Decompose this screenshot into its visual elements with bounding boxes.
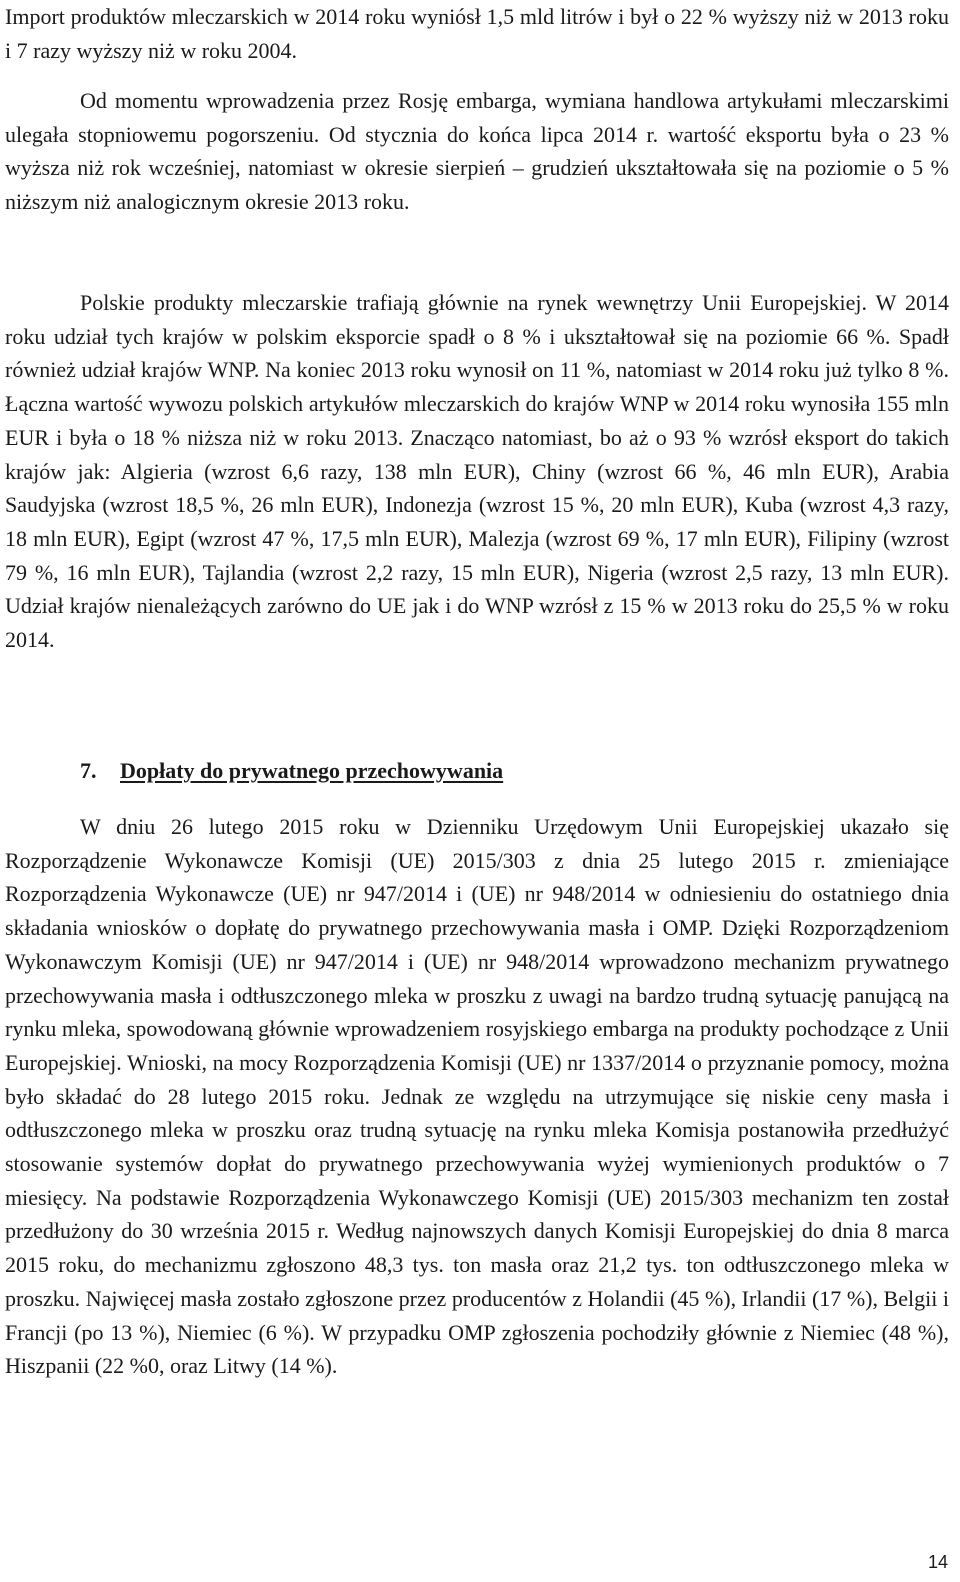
section-title: Dopłaty do prywatnego przechowywania — [120, 758, 504, 783]
paragraph-export-markets: Polskie produkty mleczarskie trafiają głównie na rynek wewnętrzy Unii Europejskiej. W 2014 roku udział tych krajów w polskim eksporcie spadł o 8 % i ukształtował się na poziomie 66 %. Spadł również udział krajów WNP. Na koniec 2013 roku wynosił on 11 %, natomiast w 2014 roku już tylko 8 %. Łączna wartość wywozu polskich artykułów mleczarskich do krajów WNP w 2014 roku wynosiła 155 mln EUR i była o 18 % niższa niż w roku 2013. Znacząco natomiast, bo aż o 93 % wzrósł eksport do takich krajów jak: Algieria (wzrost 6,6 razy, 138 mln EUR), Chiny (wzrost 66 %, 46 mln EUR), Arabia Saudyjska (wzrost 18,5 %, 26 mln EUR), Indonezja (wzrost 15 %, 20 mln EUR), Kuba (wzrost 4,3 razy, 18 mln EUR), Egipt (wzrost 47 %, 17,5 mln EUR), Malezja (wzrost 69 %, 17 mln EUR), Filipiny (wzrost 79 %, 16 mln EUR), Tajlandia (wzrost 2,2 razy, 15 mln EUR), Nigeria (wzrost 2,5 razy, 13 mln EUR). Udział krajów nienależących zarówno do UE jak i do WNP wzrósł z 15 % w 2013 roku do 25,5 % w roku 2014. — [5, 290, 949, 653]
paragraph-embargo: Od momentu wprowadzenia przez Rosję embarga, wymiana handlowa artykułami mleczarskimi ulegała stopniowemu pogorszeniu. Od stycznia do końca lipca 2014 r. wartość eksportu była o 23 % wyższa niż rok wcześniej, natomiast w okresie sierpień – grudzień ukształtowała się na poziomie o 5 % niższym niż analogicznym okresie 2013 roku. — [5, 88, 949, 215]
section-number: 7. — [80, 758, 97, 783]
page-number: 14 — [927, 1552, 948, 1572]
section-heading — [80, 754, 503, 787]
paragraph-import: Import produktów mleczarskich w 2014 roku wyniósł 1,5 mld litrów i był o 22 % wyższy niż w 2013 roku i 7 razy wyższy niż w roku 2004. — [5, 4, 949, 63]
paragraph-private-storage: W dniu 26 lutego 2015 roku w Dzienniku Urzędowym Unii Europejskiej ukazało się Rozporządzenie Wykonawcze Komisji (UE) 2015/303 z dnia 25 lutego 2015 r. zmieniające Rozporządzenia Wykonawcze (UE) nr 947/2014 i (UE) nr 948/2014 w odniesieniu do ostatniego dnia składania wniosków o dopłatę do prywatnego przechowywania masła i OMP. Dzięki Rozporządzeniom Wykonawczym Komisji (UE) nr 947/2014 i (UE) nr 948/2014 wprowadzono mechanizm prywatnego przechowywania masła i odtłuszczonego mleka w proszku z uwagi na bardzo trudną sytuację panującą na rynku mleka, spowodowaną głównie wprowadzeniem rosyjskiego embarga na produkty pochodzące z Unii Europejskiej. Wnioski, na mocy Rozporządzenia Komisji (UE) nr 1337/2014 o przyznanie pomocy, można było składać do 28 lutego 2015 roku. Jednak ze względu na utrzymujące się niskie ceny masła i odtłuszczonego mleka w proszku oraz trudną sytuację na rynku mleka Komisja postanowiła przedłużyć stosowanie systemów dopłat do prywatnego przechowywania wyżej wymienionych produktów o 7 miesięcy. Na podstawie Rozporządzenia Wykonawczego Komisji (UE) 2015/303 mechanizm ten został przedłużony do 30 września 2015 r. Według najnowszych danych Komisji Europejskiej do dnia 8 marca 2015 roku, do mechanizmu zgłoszono 48,3 tys. ton masła oraz 21,2 tys. ton odtłuszczonego mleka w proszku. Najwięcej masła zostało zgłoszone przez producentów z Holandii (45 %), Irlandii (17 %), Belgii i Francji (po 13 %), Niemiec (6 %). W przypadku OMP zgłoszenia pochodziły głównie z Niemiec (48 %), Hiszpanii (22 %0, oraz Litwy (14 %). — [5, 814, 949, 1379]
